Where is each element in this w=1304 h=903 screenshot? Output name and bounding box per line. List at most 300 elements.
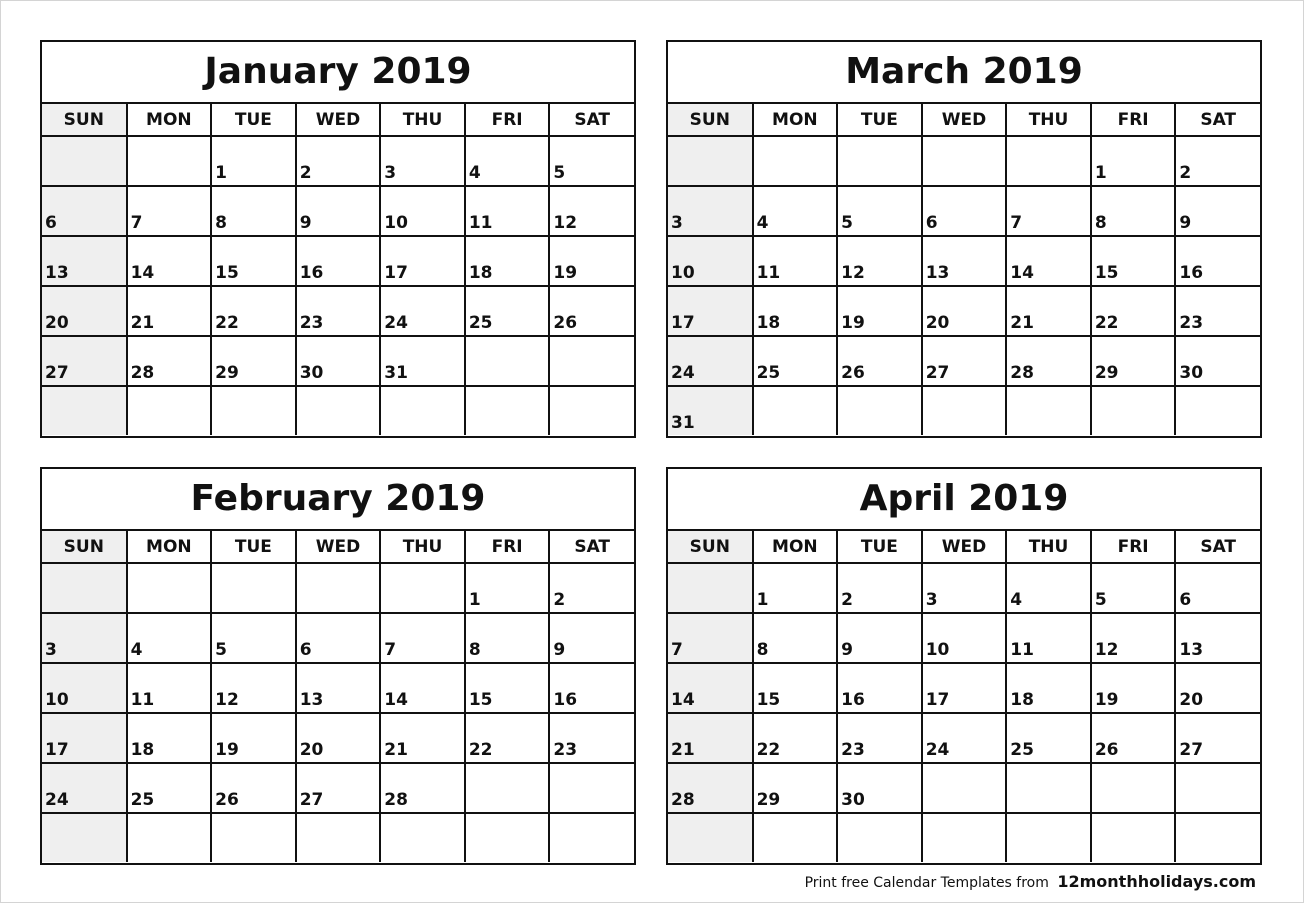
- calendar-february: [40, 467, 636, 865]
- day-cell: [296, 613, 381, 663]
- day-cell: [1175, 763, 1260, 813]
- day-number: 23: [553, 740, 578, 760]
- day-cell: [465, 713, 550, 763]
- calendar-january: [40, 40, 636, 438]
- day-cell: [127, 813, 212, 862]
- day-cell: [380, 186, 465, 236]
- day-cell: [1006, 763, 1091, 813]
- day-number: 5: [841, 213, 853, 233]
- day-number: 3: [45, 640, 57, 660]
- day-number: 16: [299, 263, 324, 283]
- week-row: [42, 713, 634, 763]
- day-cell: [42, 663, 127, 713]
- day-cell: [922, 286, 1007, 336]
- day-cell: [668, 186, 753, 236]
- day-cell: [1091, 236, 1176, 286]
- day-cell: [1175, 713, 1260, 763]
- day-cell: [296, 136, 381, 186]
- day-cell: [42, 613, 127, 663]
- day-cell: [296, 186, 381, 236]
- weekday-header: SUN: [668, 104, 753, 136]
- day-number: 8: [756, 640, 769, 660]
- day-number: 28: [384, 790, 408, 810]
- day-cell: [922, 563, 1007, 613]
- day-cell: [1091, 563, 1176, 613]
- day-cell: [1091, 763, 1176, 813]
- day-cell: [837, 286, 922, 336]
- day-number: 25: [1010, 740, 1034, 760]
- day-number: 25: [756, 363, 781, 383]
- day-number: 7: [130, 213, 143, 233]
- weekday-header: TUE: [837, 531, 922, 563]
- week-row: [668, 613, 1260, 663]
- day-cell: [1006, 613, 1091, 663]
- day-cell: [922, 613, 1007, 663]
- day-number: 6: [925, 213, 938, 233]
- weekday-header: TUE: [837, 104, 922, 136]
- day-number: [550, 383, 634, 385]
- day-number: 1: [468, 590, 481, 610]
- week-row: [42, 186, 634, 236]
- day-number: [212, 433, 295, 435]
- day-number: 30: [841, 790, 865, 810]
- day-number: 20: [1179, 690, 1204, 710]
- day-number: 22: [215, 313, 239, 333]
- day-number: [212, 610, 295, 612]
- day-number: 14: [1010, 263, 1034, 283]
- day-cell: [380, 763, 465, 813]
- day-number: [1176, 860, 1260, 862]
- weekday-header-row: [668, 531, 1260, 563]
- day-cell: [922, 336, 1007, 386]
- day-number: [923, 810, 1006, 812]
- day-cell: [380, 336, 465, 386]
- day-number: 6: [1179, 590, 1192, 610]
- day-cell: [465, 763, 550, 813]
- day-number: [1092, 860, 1175, 862]
- day-cell: [668, 713, 753, 763]
- week-row: [42, 663, 634, 713]
- day-number: 4: [1010, 590, 1023, 610]
- day-cell: [837, 386, 922, 435]
- day-number: 20: [45, 313, 69, 333]
- day-number: [466, 383, 549, 385]
- day-cell: [753, 563, 838, 613]
- day-number: [297, 433, 380, 435]
- day-cell: [465, 813, 550, 862]
- day-cell: [837, 186, 922, 236]
- week-row: [42, 336, 634, 386]
- day-cell: [211, 236, 296, 286]
- day-cell: [42, 713, 127, 763]
- day-cell: [549, 386, 634, 435]
- day-cell: [127, 236, 212, 286]
- day-cell: [465, 286, 550, 336]
- day-number: 20: [299, 740, 324, 760]
- day-number: 27: [925, 363, 950, 383]
- week-row: [42, 136, 634, 186]
- weekday-header-row: [42, 104, 634, 136]
- day-cell: [549, 563, 634, 613]
- day-number: 17: [45, 740, 69, 760]
- day-number: 15: [756, 690, 781, 710]
- day-number: 5: [553, 163, 566, 183]
- day-cell: [296, 336, 381, 386]
- day-number: 28: [671, 790, 695, 810]
- day-number: 10: [384, 213, 408, 233]
- day-cell: [211, 386, 296, 435]
- weekday-header: SAT: [549, 104, 634, 136]
- day-number: [1007, 183, 1090, 185]
- day-number: 9: [1179, 213, 1192, 233]
- weekday-header: MON: [127, 104, 212, 136]
- day-number: 17: [384, 263, 408, 283]
- weekday-header: WED: [922, 531, 1007, 563]
- day-cell: [668, 336, 753, 386]
- day-number: 14: [671, 690, 695, 710]
- day-number: [466, 860, 549, 862]
- week-row: [668, 236, 1260, 286]
- day-cell: [127, 336, 212, 386]
- day-number: 28: [1010, 363, 1034, 383]
- day-number: 29: [215, 363, 239, 383]
- day-number: [1007, 810, 1090, 812]
- day-cell: [837, 713, 922, 763]
- weekday-header: THU: [1006, 531, 1091, 563]
- weekday-header: FRI: [1091, 531, 1176, 563]
- weekday-header: TUE: [211, 531, 296, 563]
- day-number: 30: [1179, 363, 1204, 383]
- day-number: 31: [384, 363, 408, 383]
- week-row: [668, 186, 1260, 236]
- weekday-header: THU: [380, 531, 465, 563]
- week-row: [668, 563, 1260, 613]
- month-grid: [42, 531, 634, 862]
- weekday-header-row: [42, 531, 634, 563]
- weekday-header: MON: [127, 531, 212, 563]
- day-number: [754, 183, 837, 185]
- day-number: 9: [841, 640, 853, 660]
- day-number: 18: [130, 740, 155, 760]
- day-cell: [42, 386, 127, 435]
- day-cell: [1006, 236, 1091, 286]
- day-number: 11: [756, 263, 781, 283]
- day-cell: [549, 813, 634, 862]
- weekday-header: WED: [296, 531, 381, 563]
- day-cell: [668, 286, 753, 336]
- day-number: [550, 860, 634, 862]
- day-number: 12: [1094, 640, 1119, 660]
- day-number: 11: [1010, 640, 1034, 660]
- day-number: [381, 610, 464, 612]
- day-number: 20: [925, 313, 950, 333]
- day-number: 8: [1094, 213, 1107, 233]
- day-cell: [922, 713, 1007, 763]
- day-number: 2: [841, 590, 853, 610]
- day-cell: [549, 236, 634, 286]
- day-cell: [837, 136, 922, 186]
- day-cell: [211, 136, 296, 186]
- day-number: [923, 860, 1006, 862]
- weekday-header: SUN: [668, 531, 753, 563]
- day-number: 8: [215, 213, 227, 233]
- day-cell: [753, 186, 838, 236]
- day-number: [754, 433, 837, 435]
- day-cell: [380, 286, 465, 336]
- day-cell: [1091, 386, 1176, 435]
- day-cell: [42, 813, 127, 862]
- day-cell: [922, 763, 1007, 813]
- day-number: 14: [130, 263, 155, 283]
- day-cell: [837, 613, 922, 663]
- day-cell: [296, 663, 381, 713]
- day-number: 22: [756, 740, 781, 760]
- day-cell: [1091, 286, 1176, 336]
- day-cell: [837, 813, 922, 862]
- day-cell: [211, 813, 296, 862]
- day-cell: [549, 713, 634, 763]
- day-number: 15: [468, 690, 493, 710]
- day-cell: [465, 563, 550, 613]
- day-number: [381, 433, 464, 435]
- day-cell: [465, 136, 550, 186]
- day-number: 26: [215, 790, 239, 810]
- day-number: 14: [384, 690, 408, 710]
- month-title: March 2019: [668, 42, 1260, 104]
- day-cell: [1175, 236, 1260, 286]
- day-cell: [1091, 186, 1176, 236]
- day-number: 23: [1179, 313, 1204, 333]
- day-number: 3: [384, 163, 397, 183]
- day-number: [1176, 433, 1260, 435]
- day-number: [1007, 860, 1090, 862]
- day-cell: [753, 386, 838, 435]
- day-cell: [753, 136, 838, 186]
- weekday-header: FRI: [465, 104, 550, 136]
- day-number: 29: [1094, 363, 1119, 383]
- day-number: 4: [468, 163, 481, 183]
- week-row: [668, 386, 1260, 435]
- day-cell: [668, 136, 753, 186]
- day-number: 30: [299, 363, 324, 383]
- day-cell: [211, 563, 296, 613]
- day-cell: [465, 386, 550, 435]
- day-number: 1: [215, 163, 227, 183]
- day-number: [754, 860, 837, 862]
- day-number: 16: [553, 690, 578, 710]
- day-cell: [1175, 186, 1260, 236]
- day-number: 6: [45, 213, 57, 233]
- day-number: 18: [756, 313, 781, 333]
- day-cell: [1091, 663, 1176, 713]
- weekday-header: MON: [753, 531, 838, 563]
- day-cell: [127, 763, 212, 813]
- week-row: [668, 136, 1260, 186]
- day-cell: [668, 613, 753, 663]
- day-cell: [42, 186, 127, 236]
- day-cell: [380, 663, 465, 713]
- week-row: [42, 813, 634, 862]
- day-number: 22: [468, 740, 493, 760]
- day-number: [466, 433, 549, 435]
- day-number: 7: [671, 640, 683, 660]
- day-number: 10: [925, 640, 950, 660]
- day-cell: [1175, 386, 1260, 435]
- day-number: 24: [384, 313, 408, 333]
- month-grid: [668, 104, 1260, 435]
- day-number: 2: [553, 590, 566, 610]
- day-cell: [465, 186, 550, 236]
- day-number: 25: [468, 313, 493, 333]
- day-number: 5: [215, 640, 227, 660]
- day-number: 1: [1094, 163, 1107, 183]
- day-number: [42, 433, 126, 435]
- day-cell: [549, 136, 634, 186]
- day-cell: [1091, 713, 1176, 763]
- day-cell: [1175, 136, 1260, 186]
- day-cell: [668, 663, 753, 713]
- day-number: [466, 810, 549, 812]
- day-cell: [127, 286, 212, 336]
- day-cell: [211, 613, 296, 663]
- day-cell: [380, 563, 465, 613]
- day-number: 29: [756, 790, 781, 810]
- day-cell: [1006, 663, 1091, 713]
- day-cell: [211, 713, 296, 763]
- day-number: 22: [1094, 313, 1119, 333]
- week-row: [668, 713, 1260, 763]
- day-cell: [1091, 136, 1176, 186]
- day-number: 28: [130, 363, 155, 383]
- day-cell: [296, 813, 381, 862]
- day-cell: [465, 613, 550, 663]
- day-number: 24: [671, 363, 695, 383]
- day-cell: [837, 563, 922, 613]
- day-number: 17: [925, 690, 950, 710]
- day-number: 3: [925, 590, 938, 610]
- day-cell: [922, 136, 1007, 186]
- day-cell: [127, 713, 212, 763]
- day-number: 19: [841, 313, 865, 333]
- day-cell: [922, 236, 1007, 286]
- day-cell: [380, 386, 465, 435]
- day-cell: [211, 763, 296, 813]
- day-number: 25: [130, 790, 155, 810]
- weekday-header: SAT: [1175, 531, 1260, 563]
- day-number: 1: [756, 590, 769, 610]
- day-cell: [127, 136, 212, 186]
- day-cell: [1175, 286, 1260, 336]
- footer-site-link[interactable]: 12monthholidays.com: [1057, 872, 1256, 891]
- day-number: 18: [468, 263, 493, 283]
- day-number: 12: [215, 690, 239, 710]
- day-cell: [1175, 336, 1260, 386]
- day-cell: [753, 236, 838, 286]
- day-cell: [1006, 813, 1091, 862]
- day-number: 2: [1179, 163, 1192, 183]
- day-cell: [668, 813, 753, 862]
- day-number: 7: [1010, 213, 1023, 233]
- calendar-april: [666, 467, 1262, 865]
- day-cell: [753, 336, 838, 386]
- day-number: 23: [841, 740, 865, 760]
- month-grid: [42, 104, 634, 435]
- day-number: 6: [299, 640, 312, 660]
- weekday-header-row: [668, 104, 1260, 136]
- week-row: [42, 236, 634, 286]
- day-number: 9: [553, 640, 566, 660]
- day-cell: [549, 763, 634, 813]
- day-number: [42, 860, 126, 862]
- day-cell: [1006, 136, 1091, 186]
- weekday-header: MON: [753, 104, 838, 136]
- week-row: [42, 763, 634, 813]
- day-cell: [549, 663, 634, 713]
- day-cell: [296, 236, 381, 286]
- day-cell: [42, 336, 127, 386]
- day-cell: [1091, 613, 1176, 663]
- day-cell: [211, 286, 296, 336]
- week-row: [668, 336, 1260, 386]
- day-cell: [1175, 563, 1260, 613]
- day-cell: [127, 663, 212, 713]
- day-number: 19: [553, 263, 578, 283]
- day-number: 21: [130, 313, 155, 333]
- week-row: [668, 813, 1260, 862]
- day-cell: [465, 336, 550, 386]
- weekday-header: SAT: [549, 531, 634, 563]
- day-number: 13: [299, 690, 324, 710]
- day-cell: [42, 763, 127, 813]
- day-number: 13: [45, 263, 69, 283]
- day-number: 3: [671, 213, 683, 233]
- weekday-header: FRI: [1091, 104, 1176, 136]
- day-cell: [380, 813, 465, 862]
- day-cell: [837, 236, 922, 286]
- day-cell: [42, 563, 127, 613]
- day-number: [1176, 810, 1260, 812]
- day-number: [923, 433, 1006, 435]
- day-number: 21: [1010, 313, 1034, 333]
- day-cell: [922, 186, 1007, 236]
- day-cell: [42, 236, 127, 286]
- day-cell: [127, 613, 212, 663]
- day-cell: [380, 136, 465, 186]
- day-cell: [211, 336, 296, 386]
- day-number: 10: [671, 263, 695, 283]
- day-number: 27: [299, 790, 324, 810]
- weekday-header: THU: [380, 104, 465, 136]
- day-cell: [211, 663, 296, 713]
- day-cell: [296, 563, 381, 613]
- day-number: 9: [299, 213, 312, 233]
- day-number: 26: [841, 363, 865, 383]
- day-cell: [1006, 186, 1091, 236]
- day-cell: [1006, 386, 1091, 435]
- weekday-header: WED: [922, 104, 1007, 136]
- day-number: 31: [671, 413, 695, 433]
- day-number: 12: [553, 213, 578, 233]
- day-cell: [1006, 286, 1091, 336]
- day-cell: [1175, 663, 1260, 713]
- day-cell: [42, 136, 127, 186]
- day-number: [550, 810, 634, 812]
- day-cell: [465, 663, 550, 713]
- day-number: 16: [1179, 263, 1204, 283]
- day-cell: [922, 386, 1007, 435]
- week-row: [668, 763, 1260, 813]
- day-number: 10: [45, 690, 69, 710]
